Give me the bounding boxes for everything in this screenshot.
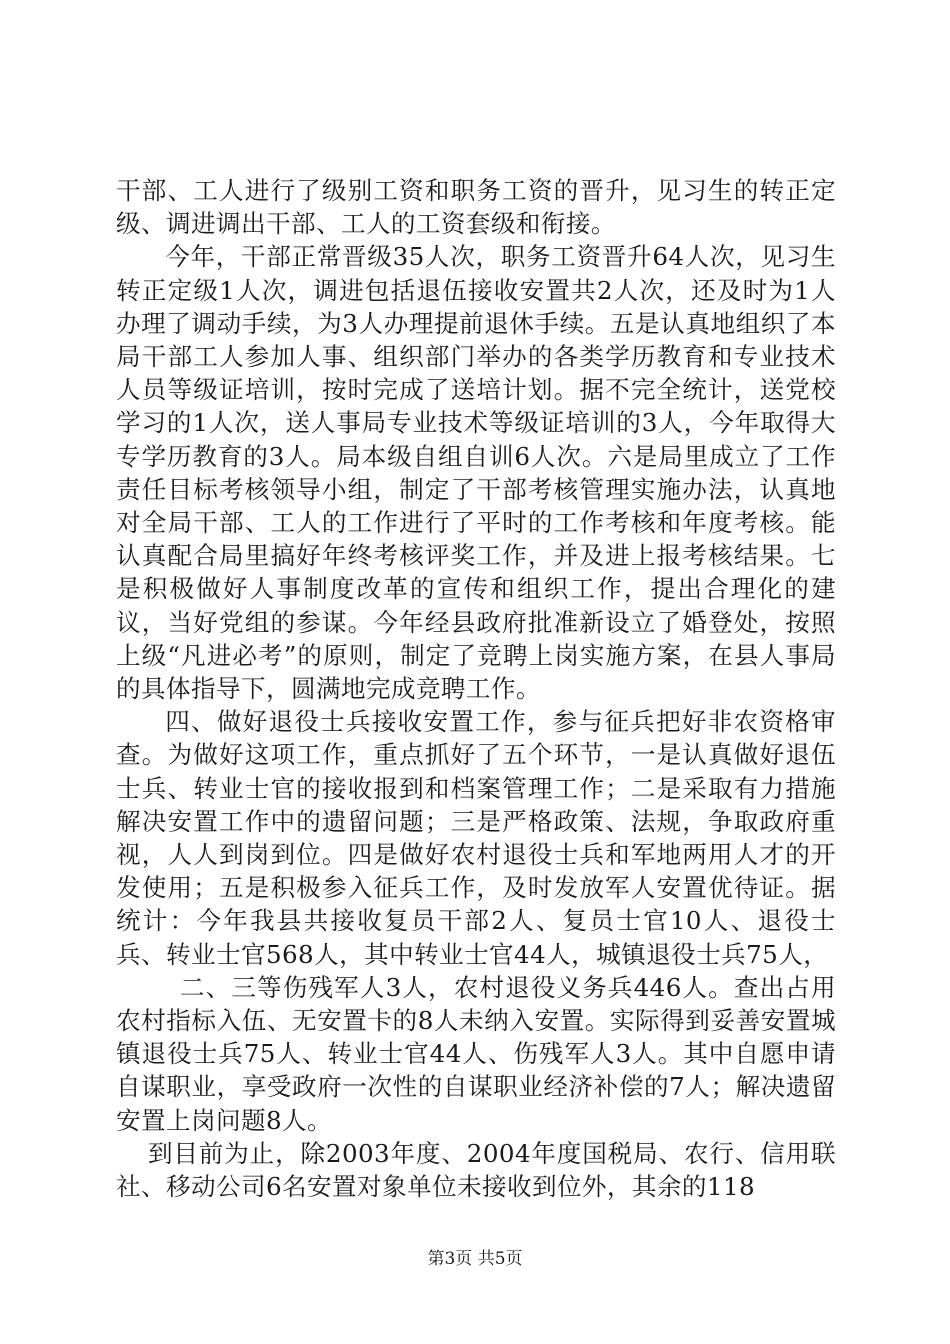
document-body bbox=[116, 174, 836, 1203]
paragraph-5: 到目前为止，除2003年度、2004年度国税局、农行、信用联社、移动公司6名安置对象单位未接收到位外，其余的118 bbox=[116, 1138, 836, 1202]
page-footer: 第3页 共5页 bbox=[427, 1249, 523, 1269]
paragraph-3: 四、做好退役士兵接收安置工作，参与征兵把好非农资格审查。为做好这项工作，重点抓好了五个环节，一是认真做好退伍士兵、转业士官的接收报到和档案管理工作；二是采取有力措施解决安置工作中的遗留问题；三是严格政策、法规，争取政府重视，人人到岗到位。四是做好农村退役士兵和军地两用人才的开发使用；五是积极参入征兵工作，及时发放军人安置优待证。据统计：今年我县共接收复员干部2人、复员士官10人、退役士兵、转业士官568人，其中转业士官44人，城镇退役士兵75人， bbox=[116, 707, 836, 969]
paragraph-1: 干部、工人进行了级别工资和职务工资的晋升，见习生的转正定级、调进调出干部、工人的工资套级和衔接。 bbox=[116, 176, 836, 239]
paragraph-4: 二、三等伤残军人3人，农村退役义务兵446人。查出占用农村指标入伍、无安置卡的8人未纳入安置。实际得到妥善安置城镇退役士兵75人、转业士官44人、伤残军人3人。其中自愿申请自谋职业，享受政府一次性的自谋职业经济补偿的7人；解决遗留安置上岗问题8人。 bbox=[116, 972, 836, 1135]
paragraph-2: 今年，干部正常晋级35人次，职务工资晋升64人次，见习生转正定级1人次，调进包括退伍接收安置共2人次，还及时为1人办理了调动手续，为3人办理提前退休手续。五是认真地组织了本局干部工人参加人事、组织部门举办的各类学历教育和专业技术人员等级证培训，按时完成了送培计划。据不完全统计，送党校学习的1人次，送人事局专业技术等级证培训的3人，今年取得大专学历教育的3人。局本级自组自训6人次。六是局里成立了工作责任目标考核领导小组，制定了干部考核管理实施办法，认真地对全局干部、工人的工作进行了平时的工作考核和年度考核。能认真配合局里搞好年终考核评奖工作，并及进上报考核结果。七是积极做好人事制度改革的宣传和组织工作，提出合理化的建议，当好党组的参谋。今年经县政府批准新设立了婚登处，按照上级“凡进必考”的原则，制定了竞聘上岗实施方案，在县人事局的具体指导下，圆满地完成竞聘工作。 bbox=[116, 242, 836, 704]
